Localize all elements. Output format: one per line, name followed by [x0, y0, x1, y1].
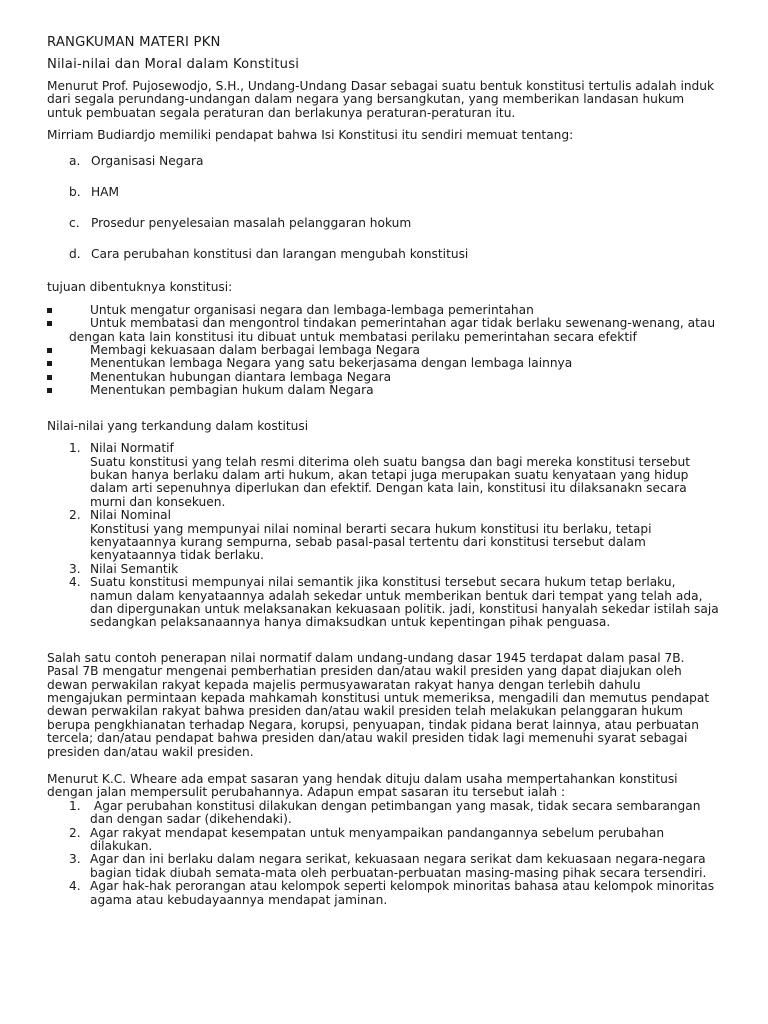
- list-marker: b.: [69, 185, 81, 200]
- numbered-item: [47, 853, 719, 880]
- square-bullet-icon: [47, 348, 52, 353]
- list-item-text: Organisasi Negara: [91, 154, 204, 169]
- numbered-item-text: Agar dan ini berlaku dalam negara serikat, kekuasaan negara serikat dam kekuasaan negara-negara bagian tidak diubah semata-mata oleh perbuatan-perbuatan masing-masing pihak secara tersendiri.: [90, 852, 710, 880]
- bullet-item: [47, 357, 719, 370]
- nilai-list: [47, 442, 719, 630]
- numbered-item: [47, 800, 719, 827]
- list-item-text: Prosedur penyelesaian masalah pelanggaran hokum: [91, 216, 412, 231]
- sasaran-list: [47, 800, 719, 907]
- list-item-text: Cara perubahan konstitusi dan larangan mengubah konstitusi: [91, 247, 469, 262]
- numbered-item-text: Agar rakyat mendapat kesempatan untuk menyampaikan pandangannya sebelum perubahan dilakukan.: [90, 825, 668, 854]
- list-item: [69, 186, 719, 217]
- square-bullet-icon: [47, 375, 52, 380]
- list-number: 3.: [69, 852, 81, 867]
- paragraph-kc-wheare: Menurut K.C. Wheare ada empat sasaran yang hendak dituju dalam usaha mempertahankan konstitusi dengan jalan mempersulit perubahannya. Adapun empat sasaran itu tersebut ialah :: [47, 772, 678, 800]
- list-marker: c.: [69, 216, 80, 231]
- bullet-item-text: Untuk membatasi dan mengontrol tindakan pemerintahan agar tidak berlaku sewenang-wenang, atau dengan kata lain konstitusi itu dibuat untuk membatasi perilaku pemerintahan secara efektif: [69, 316, 716, 344]
- numbered-item-text: Agar perubahan konstitusi dilakukan dengan petimbangan yang masak, tidak secara sembarangan dan dengan sadar (dikehendaki).: [90, 798, 705, 827]
- list-number: 2.: [69, 825, 81, 840]
- numbered-item: [47, 442, 719, 509]
- numbered-item: [47, 827, 719, 854]
- list-marker: d.: [69, 247, 81, 262]
- list-item-text: HAM: [91, 185, 120, 200]
- numbered-item-text: Nilai Normatif Suatu konstitusi yang telah resmi diterima oleh suatu bangsa dan bagi mereka konstitusi tersebut bukan hanya berlaku dalam arti hukum, akan tetapi juga merupakan suatu kenyataan yang hidup dalam arti sepenuhnya diperlukan dan efektif. Dengan kata lain, konstitusi itu dilaksanakn secara murni dan konsekuen.: [90, 441, 691, 509]
- bullet-item-text: Menentukan pembagian hukum dalam Negara: [90, 383, 374, 398]
- tujuan-intro: tujuan dibentuknya konstitusi:: [47, 280, 233, 295]
- numbered-item-text: Nilai Nominal Konstitusi yang mempunyai nilai nominal berarti secara hukum konstitusi itu berlaku, tetapi kenyataannya kurang sempurna, sebab pasal-pasal tertentu dari konstitusi tersebut dalam kenyataannya tidak berlaku.: [90, 508, 652, 563]
- numbered-item-text: Suatu konstitusi mempunyai nilai semantik jika konstitusi tersebut secara hukum tetap berlaku, namun dalam kenyataannya adalah sekedar untuk memberikan bentuk dari tempat yang telah ada, dan dipergunakan untuk melaksanakan kekuasaan politik. jadi, konstitusi hanyalah sekedar istilah saja sedangkan pelaksanaannya hanya dimaksudkan untuk kepentingan pihak penguasa.: [90, 575, 719, 630]
- bullet-item: [47, 304, 719, 317]
- bullet-item: [47, 344, 719, 357]
- numbered-item: [47, 563, 719, 576]
- bullet-item: [47, 317, 719, 344]
- paragraph-contoh-pasal-7b: Salah satu contoh penerapan nilai normatif dalam undang-undang dasar 1945 terdapat dalam pasal 7B. Pasal 7B mengatur mengenai pemberhatian presiden dan/atau wakil presiden yang dapat diajukan oleh dewan perwakilan rakyat kepada majelis permusyawaratan rakyat hanya dengan terlebih dahulu mengajukan permintaan kepada mahkamah konstitusi untuk memeriksa, mengadili dan memutus pendapat dewan perwakilan rakyat bahwa presiden dan/atau wakil presiden telah melakukan pelanggaran hukum berupa pengkhianatan terhadap Negara, korupsi, penyuapan, tindak pidana berat lainnya, atau perbuatan tercela; dan/atau pendapat bahwa presiden dan/atau wakil presiden tidak lagi memenuhi syarat sebagai presiden dan/atau wakil presiden.: [47, 650, 710, 759]
- square-bullet-icon: [47, 321, 52, 326]
- bullet-item-text: Menentukan lembaga Negara yang satu bekerjasama dengan lembaga lainnya: [90, 356, 573, 371]
- list-number: 3.: [69, 561, 81, 576]
- list-number: 1.: [69, 441, 81, 456]
- bullet-item-text: Menentukan hubungan diantara lembaga Negara: [90, 369, 392, 384]
- document-title: RANGKUMAN MATERI PKN: [47, 35, 221, 50]
- numbered-item-text: Agar hak-hak perorangan atau kelompok seperti kelompok minoritas bahasa atau kelompok minoritas agama atau kebudayaannya mendapat jaminan.: [90, 879, 718, 907]
- paragraph-budiardjo: Mirriam Budiardjo memiliki pendapat bahwa Isi Konstitusi itu sendiri memuat tentang:: [47, 128, 574, 143]
- list-number: 2.: [69, 508, 81, 523]
- bullet-item-text: Untuk mengatur organisasi negara dan lembaga-lembaga pemerintahan: [90, 302, 534, 317]
- list-item: [69, 217, 719, 248]
- section-subtitle: Nilai-nilai dan Moral dalam Konstitusi: [47, 57, 300, 73]
- nilai-intro: Nilai-nilai yang terkandung dalam kostitusi: [47, 418, 309, 433]
- list-item: [69, 248, 719, 279]
- numbered-item: [47, 880, 719, 907]
- list-number: 1.: [69, 798, 81, 813]
- square-bullet-icon: [47, 308, 52, 313]
- tujuan-list: [47, 304, 719, 398]
- list-item: [69, 155, 719, 186]
- list-number: 4.: [69, 575, 81, 590]
- numbered-item: [47, 509, 719, 563]
- bullet-item: [47, 371, 719, 384]
- list-marker: a.: [69, 154, 81, 169]
- bullet-item: [47, 384, 719, 397]
- document-page: [47, 36, 719, 907]
- isi-konstitusi-list: [47, 155, 719, 279]
- numbered-item: [47, 576, 719, 630]
- square-bullet-icon: [47, 361, 52, 366]
- bullet-item-text: Membagi kekuasaan dalam berbagai lembaga Negara: [90, 343, 421, 358]
- paragraph-pujosewodjo: Menurut Prof. Pujosewodjo, S.H., Undang-Undang Dasar sebagai suatu bentuk konstitusi tertulis adalah induk dari segala perundang-undangan dalam negara yang bersangkutan, yang memberikan landasan hukum untuk pembuatan segala peraturan dan berlakunya peraturan-peraturan itu.: [47, 78, 715, 120]
- list-number: 4.: [69, 879, 81, 894]
- square-bullet-icon: [47, 388, 52, 393]
- numbered-item-text: Nilai Semantik: [90, 561, 179, 576]
